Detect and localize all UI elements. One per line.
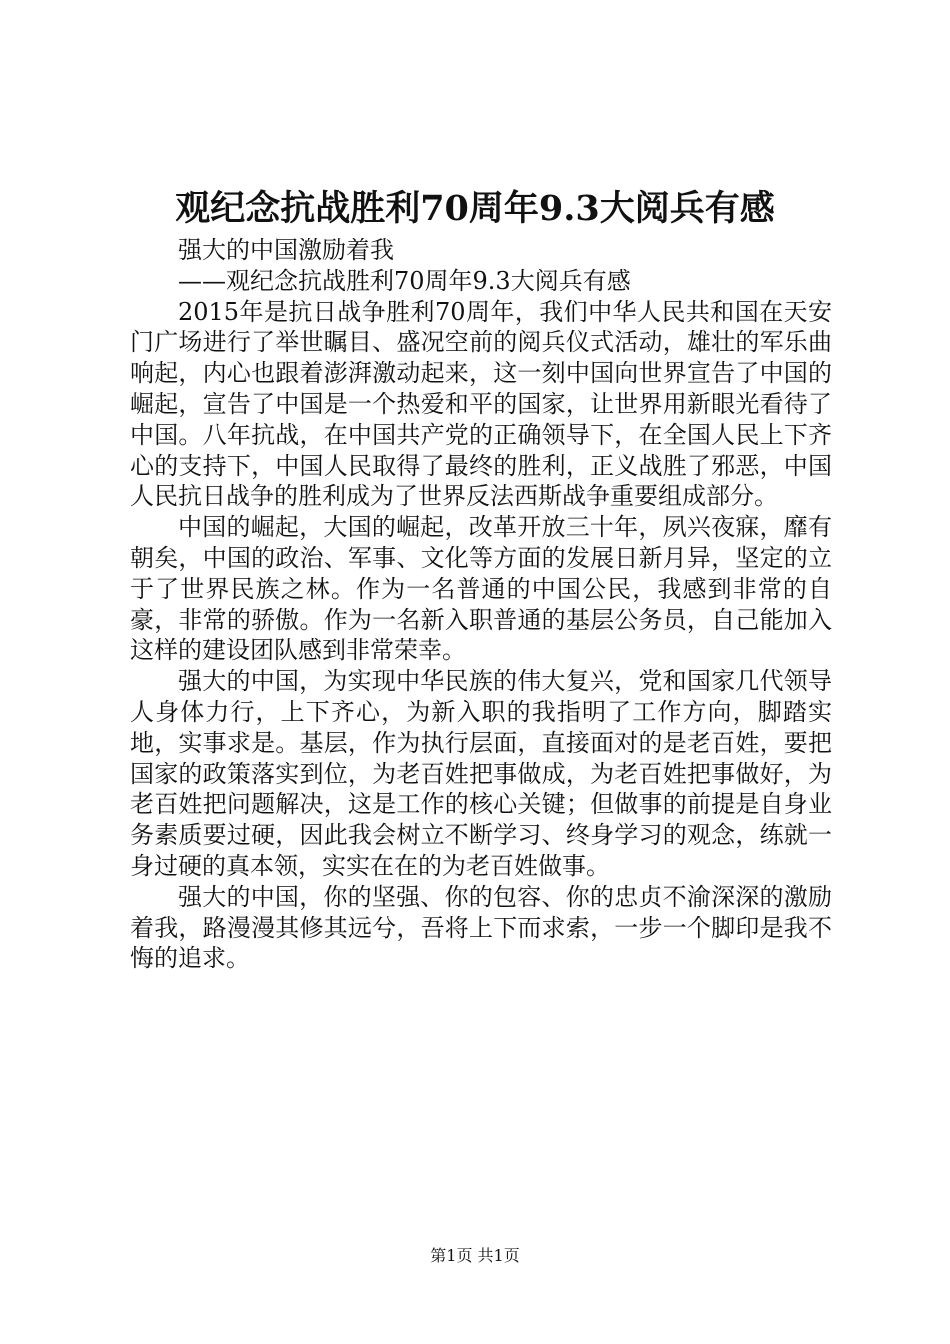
page-footer: 第1页 共1页	[430, 1246, 520, 1265]
body-paragraph-2: 中国的崛起，大国的崛起，改革开放三十年，夙兴夜寐，靡有朝矣，中国的政治、军事、文化等方面的发展日新月异，坚定的立于了世界民族之林。作为一名普通的中国公民，我感到非常的自豪，非常的骄傲。作为一名新入职普通的基层公务员，自己能加入这样的建设团队感到非常荣幸。	[130, 513, 832, 665]
subtitle-line-2: ——观纪念抗战胜利70周年9.3大阅兵有感	[178, 266, 631, 295]
subtitle-line-1: 强大的中国激励着我	[178, 236, 394, 264]
document-body	[130, 235, 832, 974]
body-paragraph-3: 强大的中国，为实现中华民族的伟大复兴，党和国家几代领导人身体力行，上下齐心，为新入职的我指明了工作方向，脚踏实地，实事求是。基层，作为执行层面，直接面对的是老百姓，要把国家的政策落实到位，为老百姓把事做成，为老百姓把事做好，为老百姓把问题解决，这是工作的核心关键；但做事的前提是自身业务素质要过硬，因此我会树立不断学习、终身学习的观念，练就一身过硬的真本领，实实在在的为老百姓做事。	[130, 667, 832, 880]
body-paragraph-4: 强大的中国，你的坚强、你的包容、你的忠贞不渝深深的激励着我，路漫漫其修其远兮，吾将上下而求索，一步一个脚印是我不悔的追求。	[130, 882, 832, 973]
document-title: 观纪念抗战胜利70周年9.3大阅兵有感	[175, 188, 775, 229]
body-paragraph-1: 2015年是抗日战争胜利70周年，我们中华人民共和国在天安门广场进行了举世瞩目、盛况空前的阅兵仪式活动，雄壮的军乐曲响起，内心也跟着澎湃激动起来，这一刻中国向世界宣告了中国的崛起，宣告了中国是一个热爱和平的国家，让世界用新眼光看待了中国。八年抗战，在中国共产党的正确领导下，在全国人民上下齐心的支持下，中国人民取得了最终的胜利，正义战胜了邪恶，中国人民抗日战争的胜利成为了世界反法西斯战争重要组成部分。	[130, 297, 832, 511]
